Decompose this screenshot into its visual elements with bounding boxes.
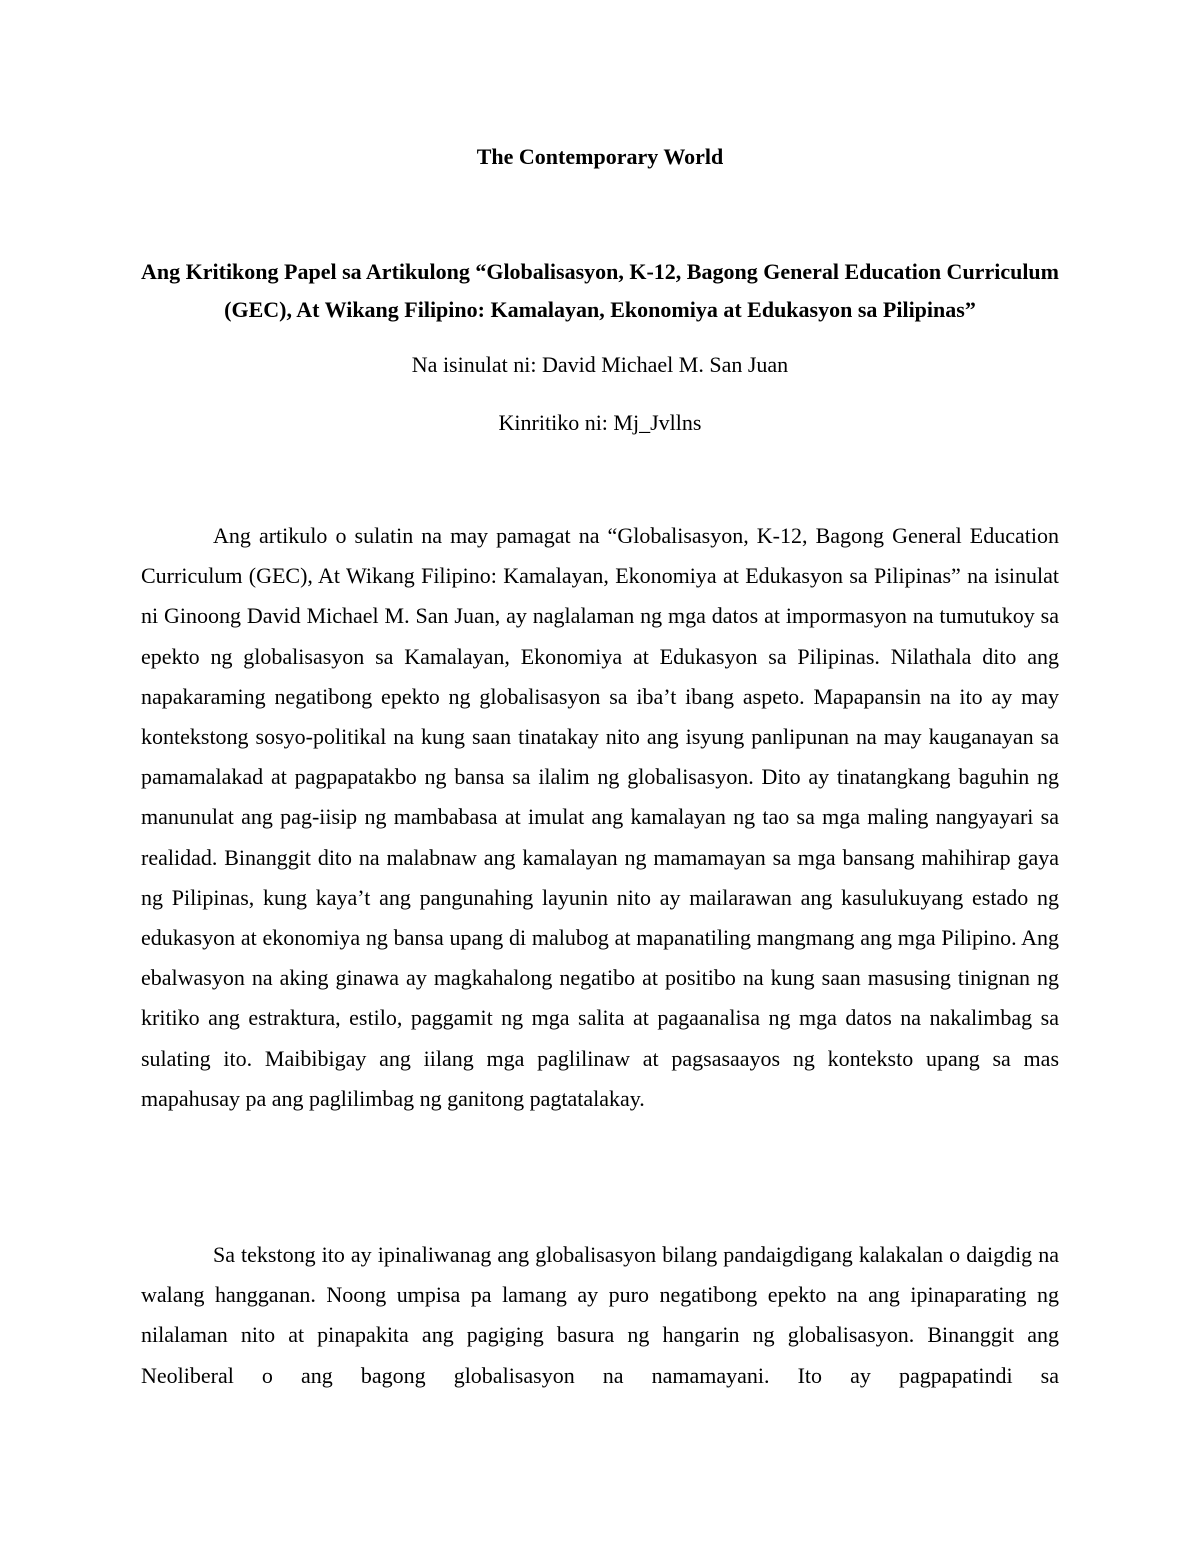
critic-line: Kinritiko ni: Mj_Jvllns [498, 410, 702, 435]
body-paragraph: Ang artikulo o sulatin na may pamagat na “Globalisasyon, K-12, Bagong General Education Curriculum (GEC), At Wikang Filipino: Kamalayan, Ekonomiya at Edukasyon sa Pilipinas” na isinulat ni Ginoong David Michael M. San Juan, ay naglalaman ng mga datos at impormasyon na tumutukoy sa epekto ng globalisasyon sa Kamalayan, Ekonomiya at Edukasyon sa Pilipinas. Nilathala dito ang napakaraming negatibong epekto ng globalisasyon sa iba’t ibang aspeto. Mapapansin na ito ay may kontekstong sosyo-politikal na kung saan tinatakay nito ang isyung panlipunan na may kauganayan sa pamamalakad at pagpapatakbo ng bansa sa ilalim ng globalisasyon. Dito ay tinatangkang baguhin ng manunulat ang pag-iisip ng mambabasa at imulat ang kamalayan ng tao sa mga maling nangyayari sa realidad. Binanggit dito na malabnaw ang kamalayan ng mamamayan sa mga bansang mahihirap gaya ng Pilipinas, kung kaya’t ang pangunahing layunin nito ay mailarawan ang kasulukuyang estado ng edukasyon at ekonomiya ng bansa upang di malubog at mapanatiling mangmang ang mga Pilipino. Ang ebalwasyon na aking ginawa ay magkahalong negatibo at positibo na kung saan masusing tinignan ng kritiko ang estraktura, estilo, paggamit ng mga salita at pagaanalisa ng mga datos na nakalimbag sa sulating ito. Maibibigay ang iilang mga paglilinaw at pagsasaayos ng konteksto upang sa mas mapahusay pa ang paglilimbag ng ganitong pagtatalakay. [141, 523, 1059, 1111]
course-title: The Contemporary World [476, 144, 724, 169]
paper-title: Ang Kritikong Papel sa Artikulong “Globalisasyon, K-12, Bagong General Education Curriculum (GEC), At Wikang Filipino: Kamalayan, Ekonomiya at Edukasyon sa Pilipinas” [141, 259, 1059, 322]
author-line: Na isinulat ni: David Michael M. San Juan [411, 352, 789, 377]
body-paragraph: Sa tekstong ito ay ipinaliwanag ang globalisasyon bilang pandaigdigang kalakalan o daigdig na walang hangganan. Noong umpisa pa lamang ay puro negatibong epekto na ang ipinaparating ng nilalaman nito at pinapakita ang pagiging basura ng hangarin ng globalisasyon. Binanggit ang Neoliberal o ang bagong globalisasyon na namamayani. Ito ay pagpapatindi sa [141, 1242, 1059, 1388]
